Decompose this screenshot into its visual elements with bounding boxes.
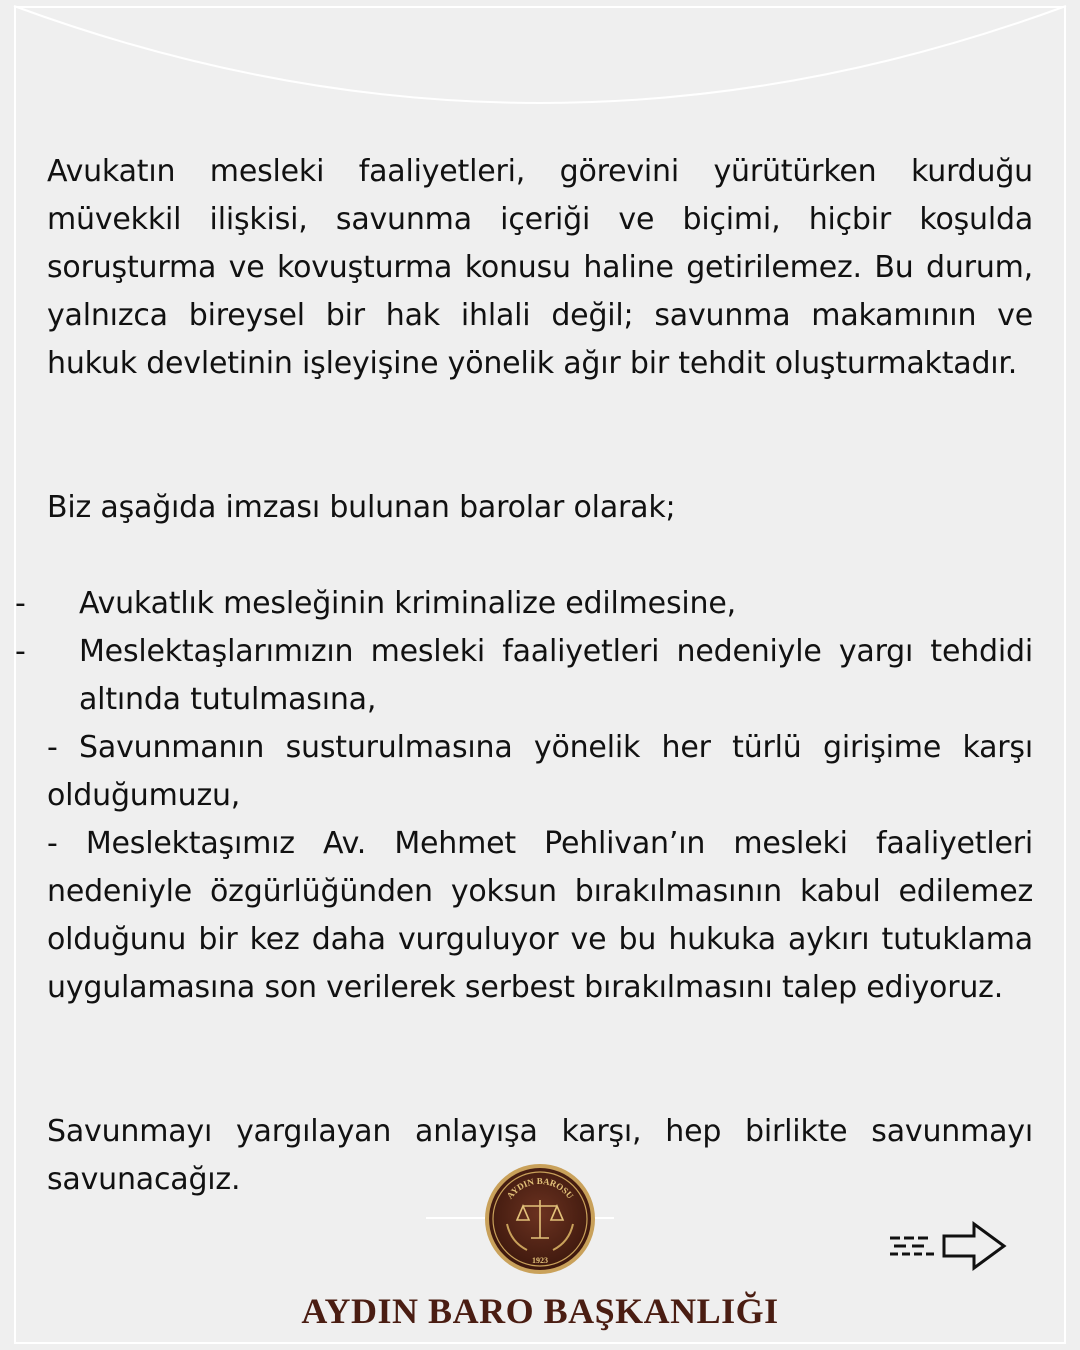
list-item: - Meslektaşlarımızın mesleki faaliyetleri nedeniyle yargı tehdidi altında tutulmasına, (15, 634, 1033, 717)
next-arrow-icon[interactable] (888, 1218, 1010, 1274)
paragraph-intro: Avukatın mesleki faaliyetleri, görevini yürütürken kurduğu müvekkil ilişkisi, savunma içeriği ve biçimi, hiçbir koşulda soruşturma ve kovuşturma konusu haline getirilemez. Bu durum, yalnızca bireysel bir hak ihlali değil; savunma makamının ve hukuk devletinin işleyişine yönelik ağır bir tehdit oluşturmaktadır. (47, 154, 1033, 381)
organization-title: AYDIN BARO BAŞKANLIĞI (301, 1291, 779, 1331)
paragraph-closing: Savunmayı yargılayan anlayışa karşı, hep birlikte savunmayı savunacağız. (47, 1114, 1033, 1197)
seal-top-text: AYDIN BAROSU (504, 1175, 576, 1201)
list-item: - Avukatlık mesleğinin kriminalize edilmesine, (15, 586, 736, 621)
list-item: - Savunmanın susturulmasına yönelik her türlü girişime karşı olduğumuzu, (47, 730, 1033, 813)
bar-association-seal (483, 1162, 597, 1276)
decorative-top-arc (0, 0, 1080, 120)
paragraph-declaration: Biz aşağıda imzası bulunan barolar olarak; (47, 490, 676, 525)
divider-left (426, 1217, 488, 1219)
list-item: - Meslektaşımız Av. Mehmet Pehlivan’ın mesleki faaliyetleri nedeniyle özgürlüğünden yoksun bırakılmasının kabul edilemez olduğunu bir kez daha vurguluyor ve bu hukuka aykırı tutuklama uygulamasına son verilerek serbest bırakılmasını talep ediyoruz. (47, 826, 1033, 1005)
demands-list (15, 580, 1033, 1012)
seal-year: 1923 (532, 1256, 548, 1265)
